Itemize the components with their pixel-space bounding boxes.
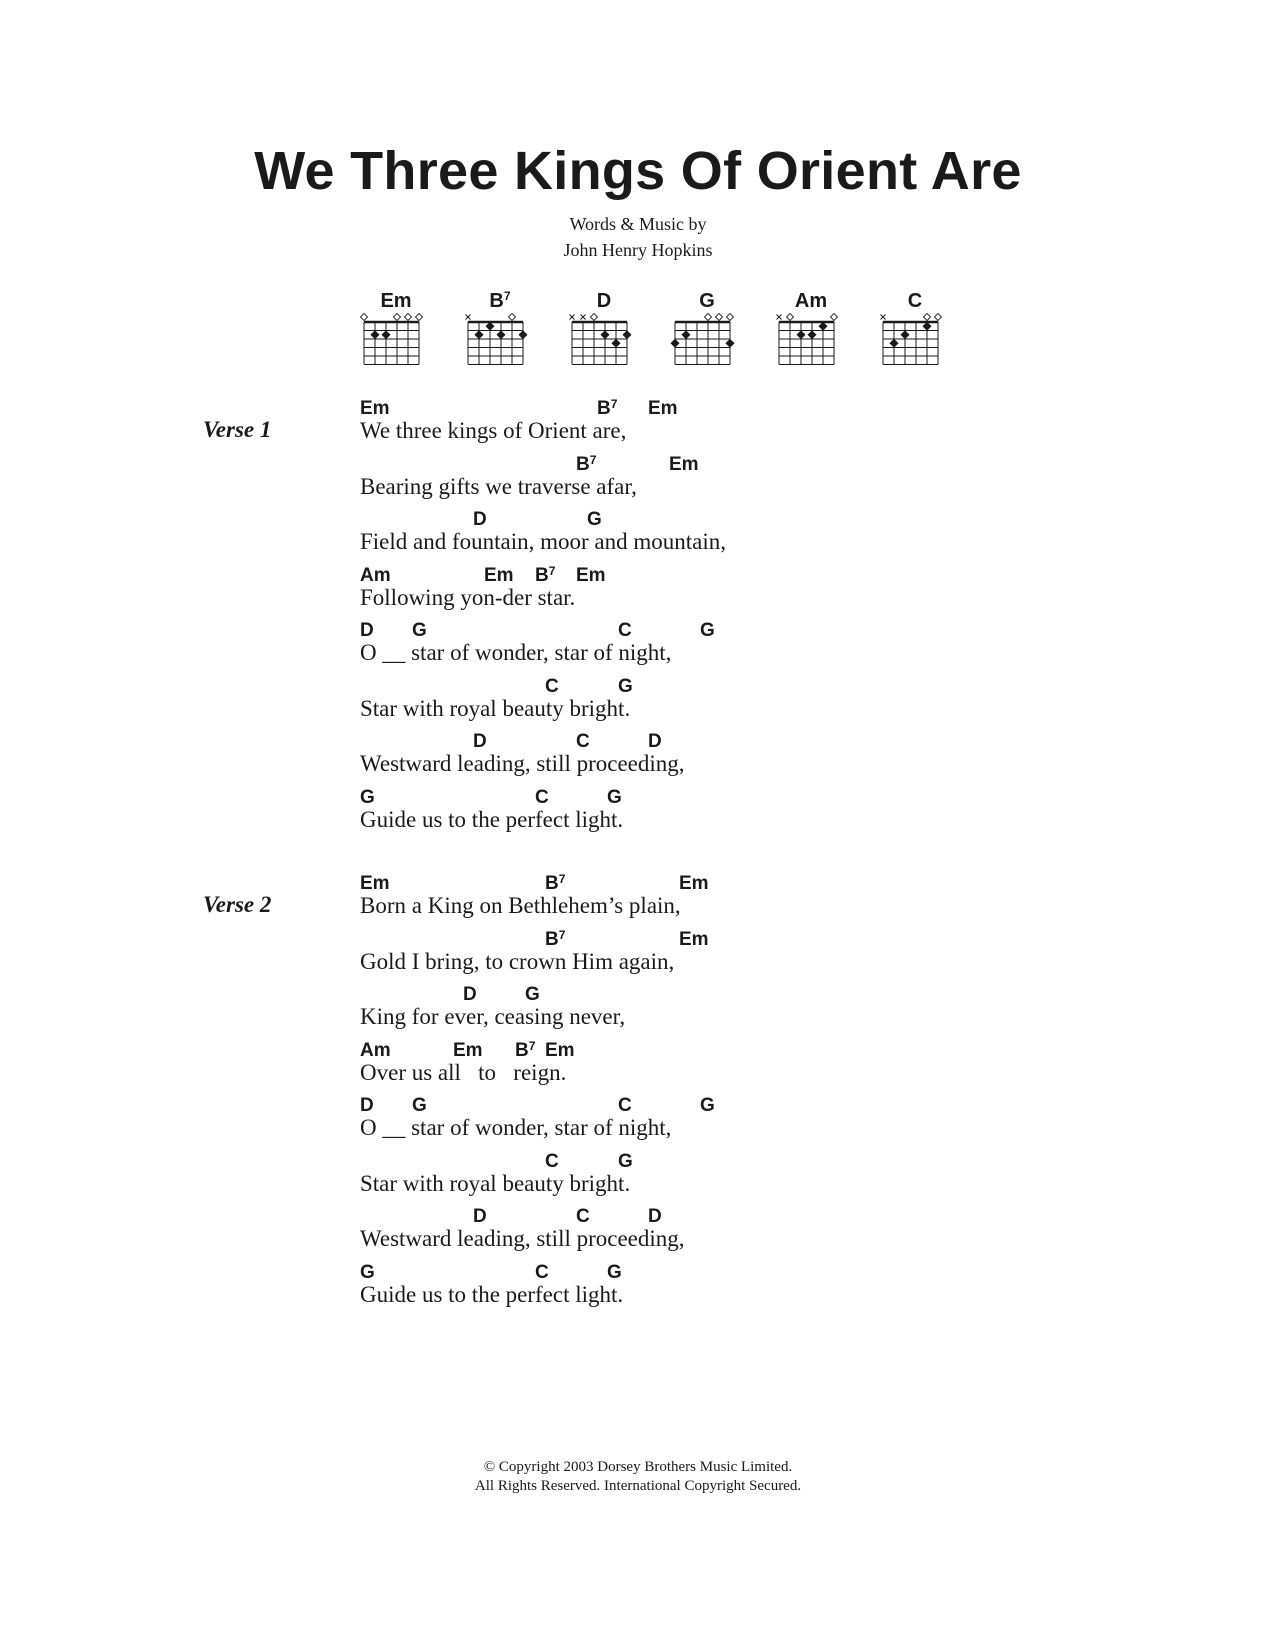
chord-symbol	[545, 1041, 575, 1061]
lyric-text: King for ever, ceasing never,	[360, 1004, 626, 1029]
finger-dot	[796, 330, 805, 339]
fretboard-grid	[880, 314, 944, 364]
chord-symbol	[700, 1096, 715, 1116]
finger-dot	[670, 339, 679, 348]
finger-dot	[518, 330, 527, 339]
finger-dot	[681, 330, 690, 339]
chord-root: D	[648, 1206, 662, 1227]
chord-root: C	[535, 1261, 549, 1283]
lyric-line	[360, 399, 1180, 449]
chord-diagram-g	[672, 290, 742, 370]
finger-dot	[725, 339, 734, 348]
chord-root: G	[618, 675, 633, 697]
verse-label: Verse 1	[203, 417, 272, 442]
chord-diagram-d	[569, 290, 639, 370]
open-string-marker	[590, 313, 597, 320]
chord-diagram-name	[549, 290, 659, 312]
chord-root: G	[607, 786, 622, 808]
chord-symbol	[576, 566, 606, 586]
muted-string-marker	[777, 315, 782, 320]
muted-string-marker	[570, 315, 575, 320]
chord-root: G	[699, 290, 715, 312]
lyric-text: Star with royal beauty bright.	[360, 695, 631, 721]
lyric-text: O __ star of wonder, star of night,	[360, 640, 672, 665]
chord-symbol	[545, 1152, 559, 1172]
chord-symbol	[535, 788, 549, 808]
finger-dot	[496, 330, 505, 339]
chord-symbol	[597, 399, 617, 419]
open-string-marker	[508, 313, 515, 320]
lyric-line	[360, 1207, 1180, 1257]
chord-symbol	[525, 985, 540, 1005]
chord-symbol	[473, 510, 487, 530]
finger-dot	[900, 330, 909, 339]
chord-symbol	[360, 399, 390, 419]
chord-symbol	[453, 1041, 483, 1061]
chord-symbol	[535, 563, 556, 586]
chord-symbol	[648, 399, 678, 419]
chord-diagram-em	[361, 290, 431, 370]
chord-root: Em	[360, 873, 390, 894]
chord-root: Em	[380, 290, 412, 312]
fretboard-grid	[776, 314, 840, 364]
chord-root: C	[907, 290, 923, 312]
chord-symbol	[545, 927, 566, 950]
chord-root: B	[545, 873, 559, 894]
chord-extension: 7	[558, 927, 566, 942]
open-string-marker	[704, 313, 711, 320]
chord-extension: 7	[558, 872, 566, 886]
lyric-text: O __ star of wonder, star of night,	[360, 1115, 672, 1140]
chord-extension: 7	[503, 289, 511, 303]
chord-symbol	[700, 621, 715, 641]
chord-root: B	[576, 453, 590, 475]
chord-symbol	[412, 1096, 427, 1116]
copyright-line-2: All Rights Reserved. International Copyright Secured.	[474, 1478, 802, 1494]
chord-symbol	[587, 510, 602, 530]
chord-root: Em	[453, 1039, 483, 1061]
chord-root: C	[576, 1206, 590, 1227]
lyric-line	[360, 563, 1180, 616]
chord-diagram-name	[756, 290, 866, 312]
lyric-line	[360, 452, 1180, 505]
chord-root: G	[360, 1261, 375, 1283]
lyric-text: Over us all to reign.	[360, 1059, 567, 1085]
chord-symbol	[648, 732, 662, 752]
chord-root: D	[648, 731, 662, 752]
chord-root: C	[535, 786, 549, 808]
lyric-line	[360, 985, 1180, 1035]
chord-symbol	[360, 566, 391, 586]
chord-symbol	[679, 874, 709, 894]
lyric-line	[360, 1096, 1180, 1146]
chord-root: B	[535, 564, 549, 586]
chord-root: G	[587, 509, 602, 530]
chord-root: Am	[360, 564, 391, 586]
chord-symbol	[576, 1207, 590, 1227]
muted-string-marker	[881, 315, 886, 320]
lyric-line	[360, 1152, 1180, 1202]
chord-symbol	[360, 788, 375, 808]
chord-symbol	[648, 1207, 662, 1227]
lyric-line	[360, 677, 1180, 727]
lyric-text: Westward leading, still proceeding,	[360, 1226, 685, 1251]
chord-diagram-name	[341, 290, 451, 312]
open-string-marker	[393, 313, 400, 320]
finger-dot	[600, 330, 609, 339]
chord-symbol	[669, 455, 699, 475]
chord-symbol	[618, 1152, 633, 1172]
chord-diagram-am	[776, 290, 846, 370]
lyric-text: Following yon-der star.	[360, 584, 576, 610]
lyric-text: Guide us to the perfect light.	[360, 806, 624, 832]
muted-string-marker	[466, 315, 471, 320]
chord-root: G	[412, 1095, 427, 1116]
lyric-line	[360, 788, 1180, 838]
chord-root: D	[360, 620, 374, 641]
open-string-marker	[715, 313, 722, 320]
lyric-line	[360, 1263, 1180, 1313]
chord-symbol	[473, 1207, 487, 1227]
chord-root: Em	[679, 928, 709, 950]
lyric-line	[360, 927, 1180, 980]
chord-diagram-name	[445, 290, 555, 312]
finger-dot	[889, 339, 898, 348]
chord-root: G	[360, 786, 375, 808]
chord-root: C	[618, 620, 632, 641]
chord-root: D	[596, 290, 612, 312]
chord-extension: 7	[528, 1038, 536, 1053]
lyric-text: Bearing gifts we traverse afar,	[360, 473, 637, 499]
lyric-line	[360, 510, 1180, 560]
chord-root: B	[515, 1039, 529, 1061]
chord-symbol	[535, 1263, 549, 1283]
chord-root: B	[597, 398, 611, 419]
open-string-marker	[415, 313, 422, 320]
chord-root: B	[489, 290, 504, 312]
chord-root: G	[700, 620, 715, 641]
chord-root: G	[607, 1261, 622, 1283]
lyric-text: We three kings of Orient are,	[360, 418, 627, 443]
chord-root: Em	[545, 1039, 575, 1061]
muted-string-marker	[581, 315, 586, 320]
chord-root: C	[545, 1150, 559, 1172]
open-string-marker	[934, 313, 941, 320]
chord-symbol	[576, 452, 597, 475]
chord-symbol	[545, 677, 559, 697]
finger-dot	[474, 330, 483, 339]
chord-symbol	[545, 874, 565, 894]
chord-extension: 7	[589, 452, 597, 467]
chord-root: D	[473, 731, 487, 752]
chord-symbol	[360, 1041, 391, 1061]
chord-symbol	[484, 566, 514, 586]
lyric-text: Gold I bring, to crown Him again,	[360, 948, 675, 974]
chord-root: C	[576, 731, 590, 752]
chord-root: D	[463, 984, 477, 1005]
chord-root: Am	[794, 290, 828, 312]
lyric-text: Westward leading, still proceeding,	[360, 751, 685, 776]
finger-dot	[611, 339, 620, 348]
chord-root: D	[473, 509, 487, 530]
chord-symbol	[360, 621, 374, 641]
chord-root: Em	[484, 564, 514, 586]
chord-diagram-c	[880, 290, 950, 370]
chord-symbol	[618, 1096, 632, 1116]
chord-symbol	[576, 732, 590, 752]
finger-dot	[381, 330, 390, 339]
chord-root: D	[360, 1095, 374, 1116]
song-title: We Three Kings Of Orient Are	[254, 141, 1022, 201]
chord-symbol	[360, 874, 390, 894]
chord-symbol	[515, 1038, 536, 1061]
lyric-line	[360, 1038, 1180, 1091]
lyric-text: Star with royal beauty bright.	[360, 1170, 631, 1196]
chord-root: G	[412, 620, 427, 641]
open-string-marker	[360, 313, 367, 320]
chord-root: Em	[360, 398, 390, 419]
verse-label: Verse 2	[203, 892, 272, 917]
lyric-line	[360, 874, 1180, 924]
chord-symbol	[360, 1263, 375, 1283]
chord-root: Em	[679, 873, 709, 894]
chord-root: C	[545, 675, 559, 697]
chord-root: Am	[360, 1039, 391, 1061]
chord-root: G	[618, 1150, 633, 1172]
fretboard-grid	[569, 314, 633, 364]
chord-root: G	[700, 1095, 715, 1116]
chord-root: B	[545, 928, 559, 950]
chord-diagram-name	[860, 290, 970, 312]
chord-symbol	[360, 1096, 374, 1116]
chord-symbol	[607, 788, 622, 808]
chord-symbol	[463, 985, 477, 1005]
chord-symbol	[618, 621, 632, 641]
chord-extension: 7	[610, 397, 618, 411]
chord-root: Em	[648, 398, 678, 419]
lyric-text: Born a King on Bethlehem’s plain,	[360, 893, 681, 918]
lyric-line	[360, 621, 1180, 671]
chord-symbol	[618, 677, 633, 697]
open-string-marker	[404, 313, 411, 320]
chord-diagram-b7	[465, 290, 535, 370]
lyric-line	[360, 732, 1180, 782]
copyright-line-1: © Copyright 2003 Dorsey Brothers Music Limited.	[483, 1459, 793, 1475]
fretboard-grid	[672, 314, 736, 364]
chord-root: D	[473, 1206, 487, 1227]
lyric-text: Guide us to the perfect light.	[360, 1281, 624, 1307]
chord-symbol	[607, 1263, 622, 1283]
open-string-marker	[726, 313, 733, 320]
chord-root: C	[618, 1095, 632, 1116]
fretboard-grid	[465, 314, 529, 364]
chord-diagram-name	[652, 290, 762, 312]
open-string-marker	[786, 313, 793, 320]
chord-root: Em	[669, 453, 699, 475]
finger-dot	[807, 330, 816, 339]
fretboard-grid	[361, 314, 425, 364]
open-string-marker	[923, 313, 930, 320]
credit-line-1: Words & Music by	[569, 214, 707, 234]
finger-dot	[370, 330, 379, 339]
chord-symbol	[473, 732, 487, 752]
credit-line-2: John Henry Hopkins	[563, 240, 713, 260]
open-string-marker	[830, 313, 837, 320]
finger-dot	[622, 330, 631, 339]
lyric-text: Field and fountain, moor and mountain,	[360, 529, 727, 554]
chord-root: Em	[576, 564, 606, 586]
chord-symbol	[412, 621, 427, 641]
chord-extension: 7	[548, 563, 556, 578]
chord-root: G	[525, 984, 540, 1005]
chord-symbol	[679, 930, 709, 950]
